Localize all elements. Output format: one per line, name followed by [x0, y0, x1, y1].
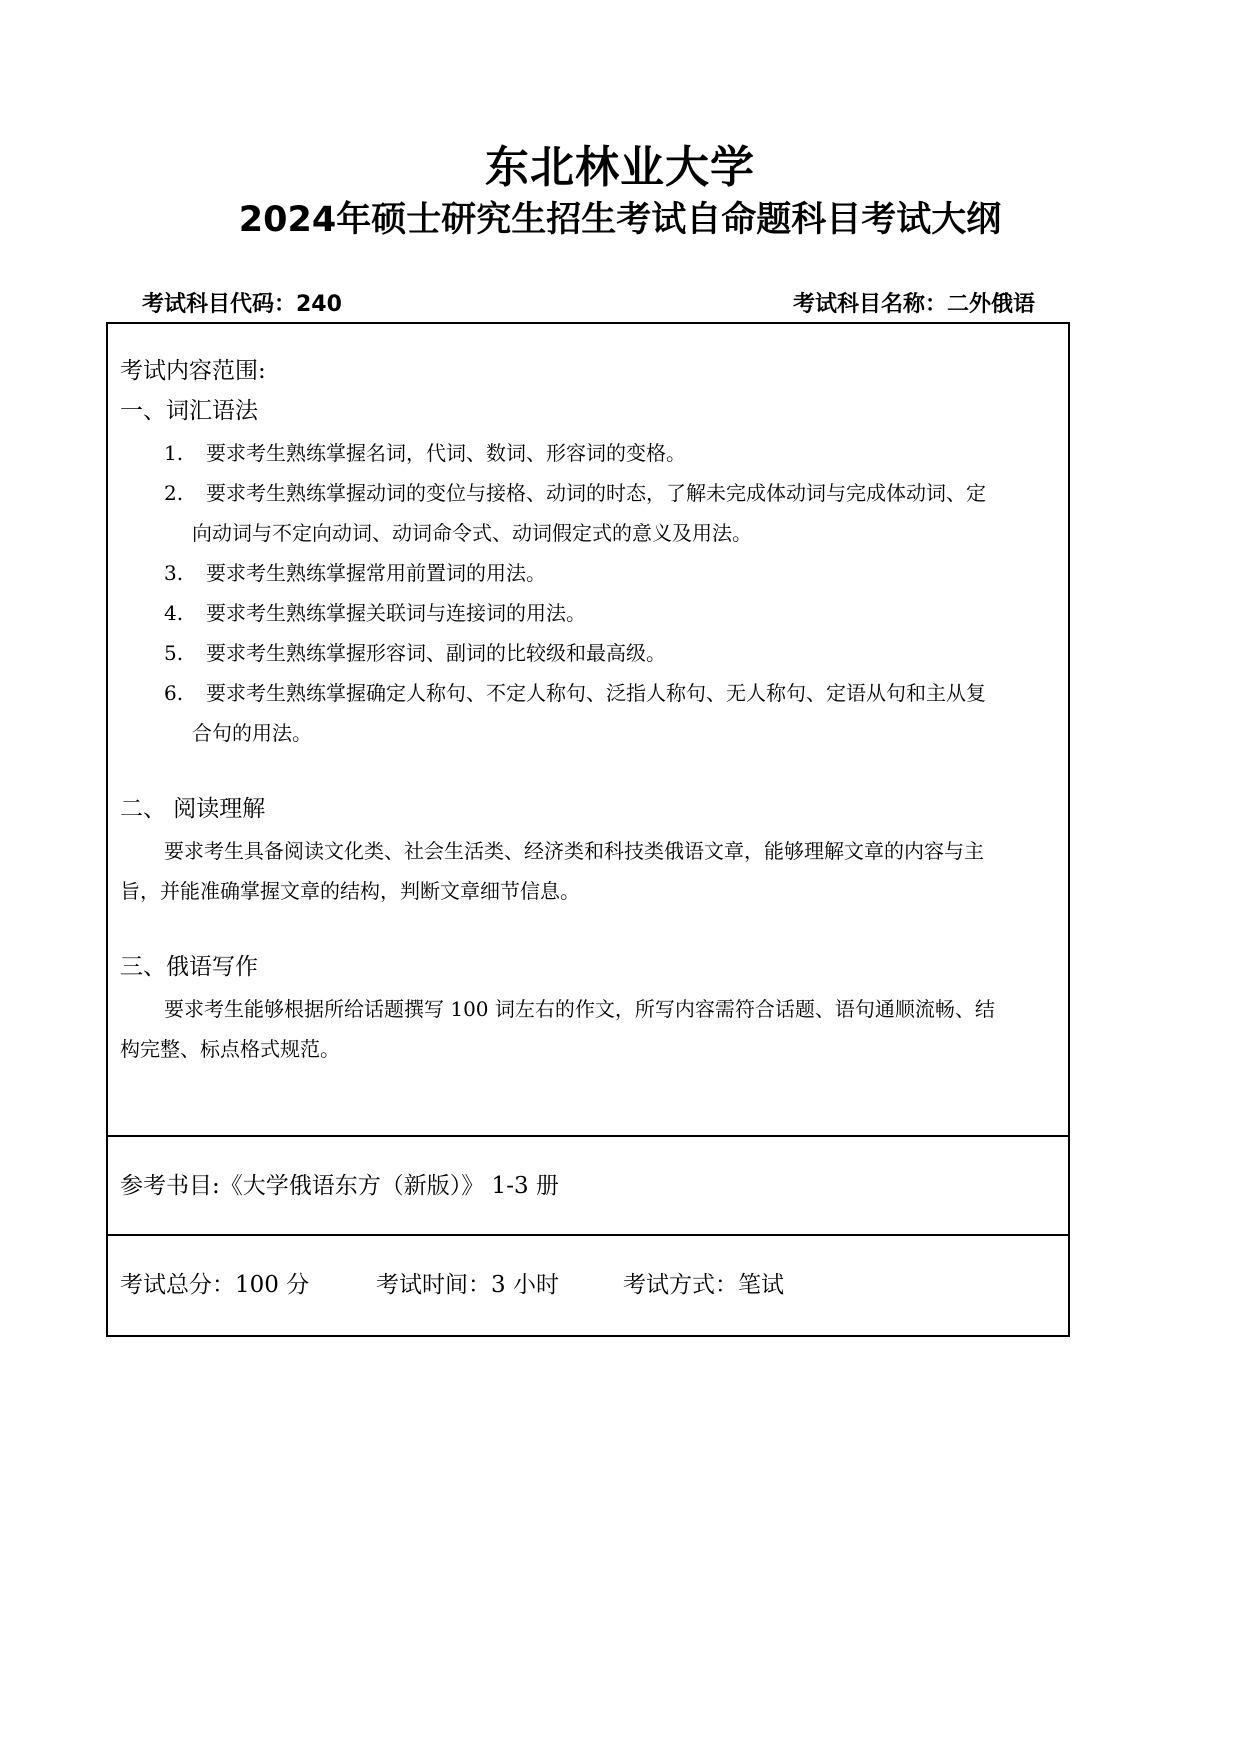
scope-label: 考试内容范围: — [120, 358, 266, 384]
section1-heading: 一、词汇语法 — [120, 398, 258, 424]
syllabus-table — [106, 322, 1070, 1337]
item-number: 4. — [164, 601, 184, 625]
exam-info-section — [108, 1236, 1068, 1335]
item-number: 5. — [164, 641, 184, 665]
item-text: 要求考生熟练掌握确定人称句、不定人称句、泛指人称句、无人称句、定语从句和主从复 — [206, 681, 986, 705]
section3-paragraph-line: 构完整、标点格式规范。 — [120, 1037, 340, 1061]
exam-method: 考试方式：笔试 — [623, 1272, 784, 1298]
section2-heading: 二、 阅读理解 — [120, 796, 266, 822]
item-text: 要求考生熟练掌握名词，代词、数词、形容词的变格。 — [206, 441, 686, 465]
item-text: 要求考生熟练掌握动词的变位与接格、动词的时态，了解未完成体动词与完成体动词、定 — [206, 481, 986, 505]
item-number: 2. — [164, 481, 184, 505]
subject-code: 考试科目代码：240 — [142, 292, 342, 317]
item-text: 要求考生熟练掌握形容词、副词的比较级和最高级。 — [206, 641, 666, 665]
item-text: 要求考生熟练掌握常用前置词的用法。 — [206, 561, 546, 585]
item-text-continuation: 向动词与不定向动词、动词命令式、动词假定式的意义及用法。 — [192, 521, 752, 545]
section2-paragraph-line: 要求考生具备阅读文化类、社会生活类、经济类和科技类俄语文章，能够理解文章的内容与主 — [164, 839, 984, 863]
reference-books-text: 参考书目:《大学俄语东方（新版）》 1-3 册 — [120, 1173, 559, 1199]
item-number: 3. — [164, 561, 184, 585]
section3-paragraph-line: 要求考生能够根据所给话题撰写 100 词左右的作文，所写内容需符合话题、语句通顺流畅、结 — [164, 997, 995, 1021]
reference-books-section — [108, 1137, 1068, 1236]
section2-paragraph-line: 旨，并能准确掌握文章的结构，判断文章细节信息。 — [120, 879, 580, 903]
total-score: 考试总分：100 分 — [120, 1272, 310, 1298]
item-number: 6. — [164, 681, 184, 705]
subject-name: 考试科目名称：二外俄语 — [792, 292, 1035, 317]
university-name: 东北林业大学 — [485, 142, 755, 193]
section3-heading: 三、俄语写作 — [120, 954, 258, 980]
item-text: 要求考生熟练掌握关联词与连接词的用法。 — [206, 601, 586, 625]
content-scope-section — [108, 324, 1068, 1137]
document-title: 2024年硕士研究生招生考试自命题科目考试大纲 — [238, 200, 1002, 240]
item-number: 1. — [164, 441, 184, 465]
item-text-continuation: 合句的用法。 — [192, 721, 312, 745]
exam-duration: 考试时间：3 小时 — [376, 1272, 559, 1298]
